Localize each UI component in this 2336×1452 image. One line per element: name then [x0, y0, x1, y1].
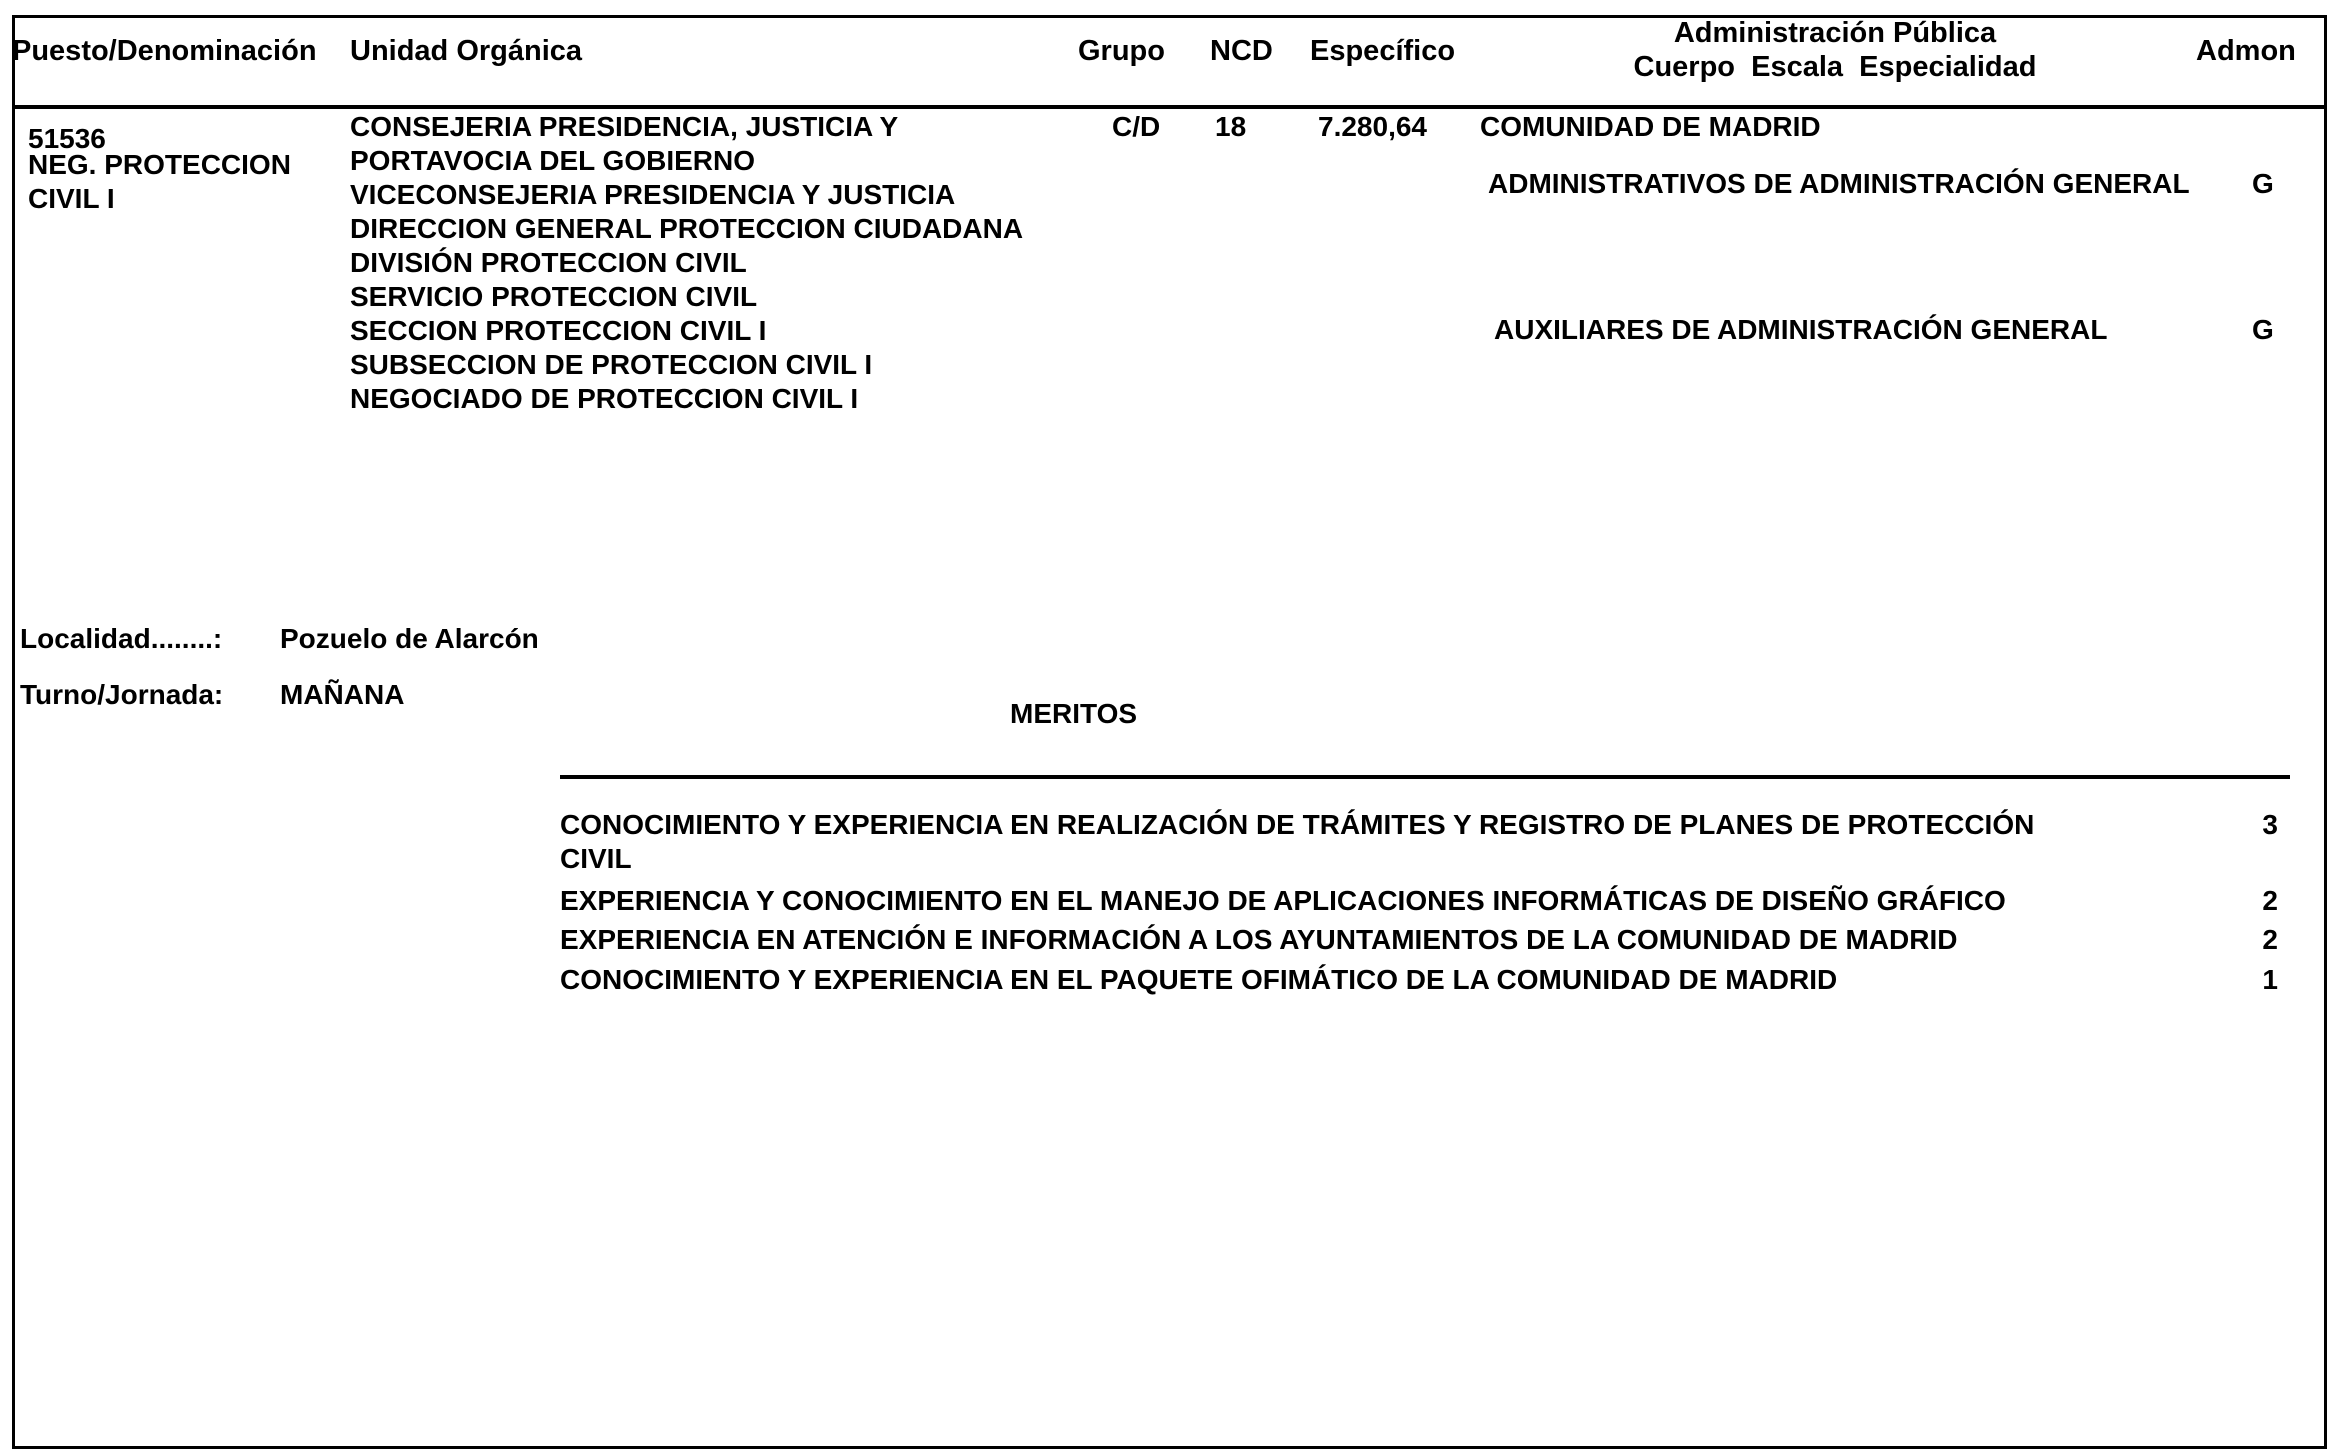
grupo-value: C/D [1112, 111, 1161, 142]
unidad-line: NEGOCIADO DE PROTECCION CIVIL I [350, 383, 859, 414]
cuerpo-2-nombre: AUXILIARES DE ADMINISTRACIÓN GENERAL [1494, 314, 2108, 345]
especifico-value: 7.280,64 [1318, 111, 1427, 142]
unidad-line: DIVISIÓN PROTECCION CIVIL [350, 247, 747, 278]
unidad-line: SECCION PROTECCION CIVIL I [350, 315, 767, 346]
unidad-line: DIRECCION GENERAL PROTECCION CIUDADANA [350, 213, 1024, 244]
puesto-denominacion [28, 148, 291, 216]
header-divider [12, 105, 2327, 109]
puesto-codigo: 51536 [28, 123, 106, 154]
merito-item [560, 808, 2034, 876]
localidad-value: Pozuelo de Alarcón [280, 623, 539, 654]
cuerpo-2-admon: G [2252, 314, 2274, 345]
header-cuerpo-escala: Cuerpo Escala Especialidad [1633, 51, 2037, 83]
merito-points: 1 [2262, 964, 2278, 995]
merito-text: CONOCIMIENTO Y EXPERIENCIA EN EL PAQUETE OFIMÁTICO DE LA COMUNIDAD DE MADRID [560, 964, 1838, 995]
meritos-title: MERITOS [1010, 698, 1138, 729]
denominacion-line: CIVIL I [28, 183, 115, 214]
unidad-line: CONSEJERIA PRESIDENCIA, JUSTICIA Y [350, 111, 899, 142]
merito-text: CONOCIMIENTO Y EXPERIENCIA EN REALIZACIÓN DE TRÁMITES Y REGISTRO DE PLANES DE PROTECCIÓN [560, 809, 2035, 840]
ncd-value: 18 [1215, 111, 1247, 142]
turno-label: Turno/Jornada: [20, 679, 224, 710]
unidad-line: SERVICIO PROTECCION CIVIL [350, 281, 758, 312]
merito-text: CIVIL [560, 843, 632, 874]
unidad-organica [350, 110, 1023, 416]
merito-points: 2 [2262, 885, 2278, 916]
turno-value: MAÑANA [280, 679, 405, 710]
unidad-line: VICECONSEJERIA PRESIDENCIA Y JUSTICIA [350, 179, 956, 210]
header-administracion-publica: Administración Pública [1673, 17, 1997, 49]
cuerpo-1-admon: G [2252, 168, 2274, 199]
header-ncd: NCD [1210, 35, 1273, 67]
cuerpo-1-nombre: ADMINISTRATIVOS DE ADMINISTRACIÓN GENERAL [1488, 168, 2190, 199]
merito-text: EXPERIENCIA EN ATENCIÓN E INFORMACIÓN A LOS AYUNTAMIENTOS DE LA COMUNIDAD DE MADRID [560, 924, 1958, 955]
merito-points: 2 [2262, 924, 2278, 955]
unidad-line: SUBSECCION DE PROTECCION CIVIL I [350, 349, 873, 380]
header-puesto: Puesto/Denominación [12, 35, 317, 67]
localidad-label: Localidad........: [20, 623, 223, 654]
header-especifico: Específico [1310, 35, 1456, 67]
merito-text: EXPERIENCIA Y CONOCIMIENTO EN EL MANEJO DE APLICACIONES INFORMÁTICAS DE DISEÑO GRÁFICO [560, 885, 2006, 916]
denominacion-line: NEG. PROTECCION [28, 149, 291, 180]
merito-points: 3 [2262, 809, 2278, 840]
administracion-value: COMUNIDAD DE MADRID [1480, 111, 1821, 142]
meritos-divider [560, 775, 2290, 779]
header-admon: Admon [2196, 35, 2296, 67]
unidad-line: PORTAVOCIA DEL GOBIERNO [350, 145, 755, 176]
header-unidad: Unidad Orgánica [350, 35, 583, 67]
header-grupo: Grupo [1078, 35, 1165, 67]
